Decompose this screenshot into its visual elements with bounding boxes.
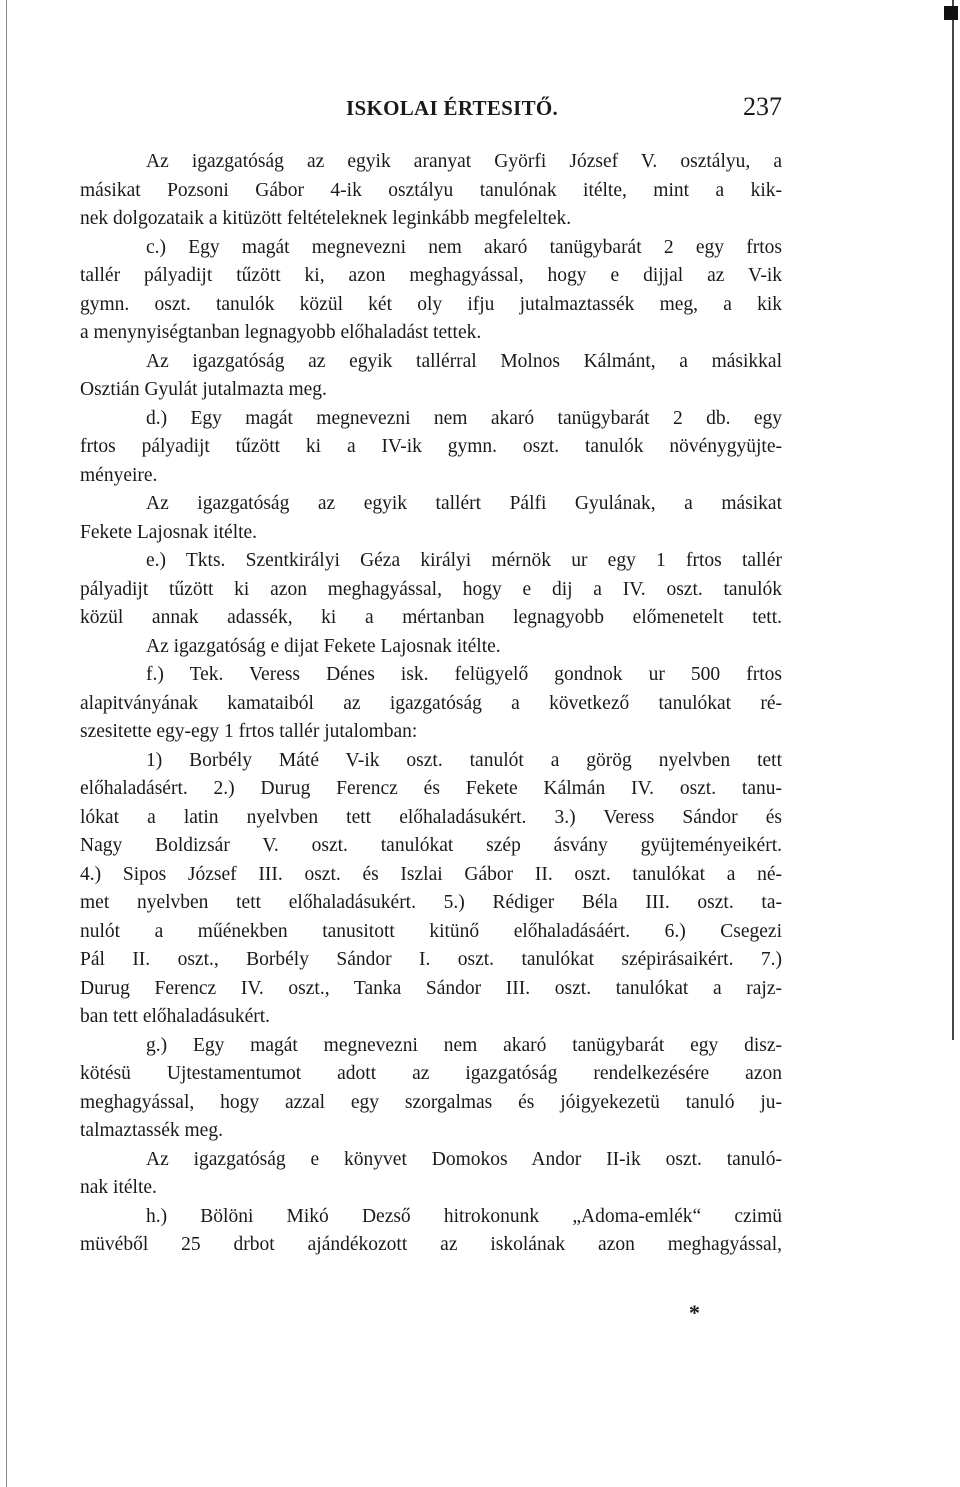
text-line: nek dolgozataik a kitüzött feltételeknek leginkább megfeleltek.: [80, 208, 572, 229]
text-line: ban tett előhaladásukért.: [80, 1006, 271, 1027]
text-line: f.) Tek. Veress Dénes isk. felügyelő gondnok ur 500 frtos: [146, 664, 782, 685]
text-line: Osztián Gyulát jutalmazta meg.: [80, 379, 327, 400]
running-title: ISKOLAI ÉRTESITŐ.: [346, 96, 559, 120]
body-text: [80, 148, 782, 1260]
page-number: 237: [743, 92, 782, 121]
text-line: nak itélte.: [80, 1177, 157, 1198]
text-line: Az igazgatóság az egyik aranyat Györfi József V. osztályu, a: [146, 151, 782, 172]
text-line: Az igazgatóság az egyik tallért Pálfi Gyulának, a másikat: [146, 493, 782, 514]
text-line: előhaladásért. 2.) Durug Ferencz és Fekete Kálmán IV. oszt. tanu-: [80, 778, 782, 799]
text-line: nulót a műénekben tanusitott kitünő előhaladásáért. 6.) Csegezi: [80, 920, 782, 942]
text-line: müvéből 25 drbot ajándékozott az iskolának azon meghagyással,: [80, 1234, 782, 1255]
page-right-edge: [952, 0, 954, 1040]
page-corner-mark: [944, 6, 958, 20]
text-line: e.) Tkts. Szentkirályi Géza királyi mérnök ur egy 1 frtos tallér: [146, 550, 782, 571]
text-line: 4.) Sipos József III. oszt. és Iszlai Gábor II. oszt. tanulókat a né-: [80, 863, 782, 885]
text-line: lókat a latin nyelvben tett előhaladásukért. 3.) Veress Sándor és: [80, 806, 782, 828]
text-line: a menynyiségtanban legnagyobb előhaladást tettek.: [80, 322, 482, 343]
text-line: ményeire.: [80, 464, 158, 486]
text-line: pályadijt tűzött ki azon meghagyással, hogy e dij a IV. oszt. tanulók: [80, 578, 782, 600]
text-line: másikat Pozsoni Gábor 4-ik osztályu tanulónak itélte, mint a kik-: [80, 179, 782, 201]
text-line: gymn. oszt. tanulók közül két oly ifju jutalmaztassék meg, a kik: [80, 293, 782, 315]
text-line: Az igazgatóság az egyik tallérral Molnos Kálmánt, a másikkal: [146, 350, 782, 372]
text-line: Az igazgatóság e dijat Fekete Lajosnak itélte.: [146, 635, 501, 657]
page-left-edge: [6, 0, 7, 1487]
text-line: frtos pályadijt tűzött ki a IV-ik gymn. oszt. tanulók növénygyüjte-: [80, 436, 782, 457]
text-line: kötésü Ujtestamentumot adott az igazgatóság rendelkezésére azon: [80, 1063, 782, 1084]
text-line: d.) Egy magát megnevezni nem akaró tanügybarát 2 db. egy: [146, 407, 782, 429]
text-line: c.) Egy magát megnevezni nem akaró tanügybarát 2 egy frtos: [146, 236, 782, 258]
text-line: talmaztassék meg.: [80, 1120, 223, 1141]
text-line: Durug Ferencz IV. oszt., Tanka Sándor III. oszt. tanulókat a rajz-: [80, 977, 782, 999]
text-line: meghagyással, hogy azzal egy szorgalmas és jóigyekezetü tanuló ju-: [80, 1091, 782, 1113]
text-line: Nagy Boldizsár V. oszt. tanulókat szép ásvány gyüjteményeikért.: [80, 835, 782, 856]
text-line: g.) Egy magát megnevezni nem akaró tanügybarát egy disz-: [146, 1034, 782, 1056]
text-line: közül annak adassék, ki a mértanban legnagyobb előmenetelt tett.: [80, 607, 782, 628]
text-line: alapitványának kamataiból az igazgatóság a következő tanulókat ré-: [80, 692, 782, 714]
text-line: met nyelvben tett előhaladásukért. 5.) Rédiger Béla III. oszt. ta-: [80, 892, 782, 913]
text-line: Fekete Lajosnak itélte.: [80, 521, 258, 543]
text-line: h.) Bölöni Mikó Dezső hitrokonunk „Adoma-emlék“ czimü: [146, 1205, 782, 1227]
text-line: 1) Borbély Máté V-ik oszt. tanulót a görög nyelvben tett: [146, 749, 782, 771]
signature-mark: *: [689, 1300, 700, 1325]
text-line: szesitette egy-egy 1 frtos tallér jutalomban:: [80, 721, 418, 742]
page-header: [80, 92, 782, 128]
text-line: tallér pályadijt tűzött ki, azon meghagyással, hogy e dijjal az V-ik: [80, 265, 782, 286]
text-line: Pál II. oszt., Borbély Sándor I. oszt. tanulókat szépirásaikért. 7.): [80, 949, 782, 970]
text-line: Az igazgatóság e könyvet Domokos Andor II-ik oszt. tanuló-: [146, 1148, 782, 1170]
